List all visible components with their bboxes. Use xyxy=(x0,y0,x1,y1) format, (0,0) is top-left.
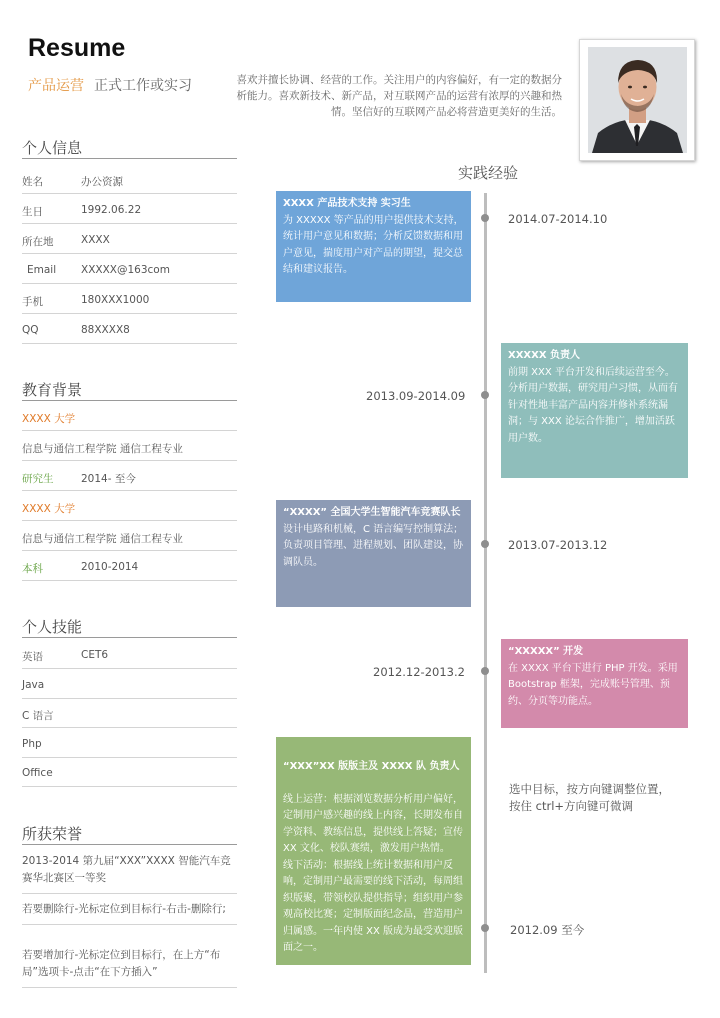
timeline-dot xyxy=(481,214,489,222)
experience-card-title: XXXX 产品技术支持 实习生 xyxy=(283,198,411,209)
experience-date: 2014.07-2014.10 xyxy=(508,212,608,226)
info-label: Email xyxy=(27,264,57,276)
self-introduction: 喜欢并擅长协调、经营的工作。关注用户的内容偏好，有一定的数据分析能力。喜欢新技术、新产品，对互联网产品的运营有浓厚的兴趣和热情。坚信好的互联网产品必将营造更美好的生活。 xyxy=(236,74,562,118)
info-label: QQ xyxy=(22,324,39,336)
info-label: 姓名 xyxy=(22,176,43,188)
award-text: 2013-2014 第九届“XXX”XXXX 智能汽车竞赛华北赛区一等奖 xyxy=(22,855,231,884)
section-divider xyxy=(22,844,237,845)
edit-hint-note: 选中目标，按方向键调整位置，按住 ctrl+方向键可微调 xyxy=(509,782,670,813)
skill-name: C 语言 xyxy=(22,710,54,722)
award-note-row xyxy=(22,942,237,988)
experience-card-title: XXXXX 负责人 xyxy=(508,350,581,361)
skill-name: Java xyxy=(22,679,45,691)
person-portrait-icon xyxy=(588,47,687,153)
award-note: 若要删除行-光标定位到目标行-右击-删除行; xyxy=(22,903,226,915)
info-label: 手机 xyxy=(22,296,43,308)
info-value: XXXXX@163com xyxy=(81,264,170,276)
experience-card-2[interactable] xyxy=(501,343,688,478)
edu-school: XXXX 大学 xyxy=(22,503,76,515)
job-type: 正式工作或实习 xyxy=(94,78,192,94)
edu-major: 信息与通信工程学院 通信工程专业 xyxy=(22,443,183,455)
experience-date: 2012.12-2013.2 xyxy=(373,665,465,679)
edu-row-school xyxy=(22,491,237,521)
info-label: 所在地 xyxy=(22,236,54,248)
job-role: 产品运营 xyxy=(28,78,84,94)
edu-row-degree xyxy=(22,551,237,581)
experience-card-5[interactable] xyxy=(276,737,471,965)
personal-info-title: 个人信息 xyxy=(22,139,83,157)
experience-card-body: 设计电路和机械，C 语言编写控制算法；负责项目管理、进程规划、团队建设，协调队员。 xyxy=(283,523,464,568)
section-divider xyxy=(22,637,237,638)
experience-card-3[interactable] xyxy=(276,500,471,607)
info-row-email xyxy=(22,254,237,284)
info-row-birthday xyxy=(22,194,237,224)
info-value: 办公资源 xyxy=(81,176,123,188)
info-row-location xyxy=(22,224,237,254)
experience-card-title: “XXX”XX 版版主及 XXXX 队 负责人 xyxy=(283,760,460,772)
skill-row xyxy=(22,698,237,728)
experience-card-body: 在 XXXX 平台下进行 PHP 开发。采用 Bootstrap 框架，完成账号管理、预约、分页等功能点。 xyxy=(508,662,678,707)
info-value: 1992.06.22 xyxy=(81,204,142,216)
experience-card-body: 为 XXXXX 等产品的用户提供技术支持，统计用户意见和数据；分析反馈数据和用户意见，揣度用户对产品的期望，提交总结和建议报告。 xyxy=(283,214,464,275)
experience-card-body: 前期 XXX 平台开发和后续运营至今。分析用户数据，研究用户习惯，从而有针对性地丰富产品内容并修补系统漏洞；与 XXX 论坛合作推广，增加活跃用户数。 xyxy=(508,366,678,444)
info-label: 生日 xyxy=(22,206,43,218)
info-value: 88XXXX8 xyxy=(81,324,130,336)
info-value: 180XXX1000 xyxy=(81,294,150,306)
edu-degree: 本科 xyxy=(22,563,43,575)
photo-frame[interactable] xyxy=(579,39,695,161)
timeline-dot xyxy=(481,667,489,675)
awards-title: 所获荣誉 xyxy=(22,825,83,843)
edu-row-degree xyxy=(22,461,237,491)
section-divider xyxy=(22,158,237,159)
edu-school: XXXX 大学 xyxy=(22,413,76,425)
experience-card-title: “XXXX” 全国大学生智能汽车竞赛队长 xyxy=(283,507,461,518)
edu-row-school xyxy=(22,401,237,431)
experience-title: 实践经验 xyxy=(458,164,519,182)
experience-card-1[interactable] xyxy=(276,191,471,302)
timeline-dot xyxy=(481,391,489,399)
timeline-dot xyxy=(481,540,489,548)
skill-name: Php xyxy=(22,738,42,750)
experience-card-body: 线上运营：根据浏览数据分析用户偏好，定制用户感兴趣的线上内容，长期发布自学资料、教练信息，提供线上答疑；宣传 XX 文化、校队赛绩，激发用户热情。 线下活动：根据线上统计数据和用户反响，定制用户最需要的线下活动，每周组织版聚，带领校队提供指导；组织用户参观高校比赛；定制版面纪念品，营造用户归属感。一年内使 XX 版成为最受欢迎版面之一。 xyxy=(283,793,464,953)
experience-card-4[interactable] xyxy=(501,639,688,728)
skill-row xyxy=(22,669,237,699)
skills-title: 个人技能 xyxy=(22,618,83,636)
edu-row-major xyxy=(22,521,237,551)
edu-degree: 研究生 xyxy=(22,473,54,485)
info-row-name xyxy=(22,164,237,194)
experience-card-title: “XXXXX” 开发 xyxy=(508,646,584,657)
award-row xyxy=(22,848,237,894)
skill-row xyxy=(22,639,237,669)
timeline-line xyxy=(484,193,487,973)
resume-title: Resume xyxy=(28,34,126,62)
edu-row-major xyxy=(22,431,237,461)
profile-photo xyxy=(588,47,687,153)
experience-date: 2012.09 至今 xyxy=(510,923,585,937)
experience-date: 2013.09-2014.09 xyxy=(366,389,466,403)
info-row-phone xyxy=(22,284,237,314)
skill-level: CET6 xyxy=(81,649,109,661)
skill-name: 英语 xyxy=(22,651,43,663)
timeline-dot xyxy=(481,924,489,932)
edu-period: 2014- 至今 xyxy=(81,473,136,485)
skill-name: Office xyxy=(22,767,53,779)
award-note: 若要增加行-光标定位到目标行，在上方“布局”选项卡-点击“在下方插入” xyxy=(22,949,221,978)
skill-row xyxy=(22,728,237,758)
edu-period: 2010-2014 xyxy=(81,561,139,573)
info-row-qq xyxy=(22,314,237,344)
award-note-row xyxy=(22,896,237,925)
edu-major: 信息与通信工程学院 通信工程专业 xyxy=(22,533,183,545)
experience-date: 2013.07-2013.12 xyxy=(508,538,608,552)
info-value: XXXX xyxy=(81,234,110,246)
skill-row xyxy=(22,757,237,787)
education-title: 教育背景 xyxy=(22,381,83,399)
